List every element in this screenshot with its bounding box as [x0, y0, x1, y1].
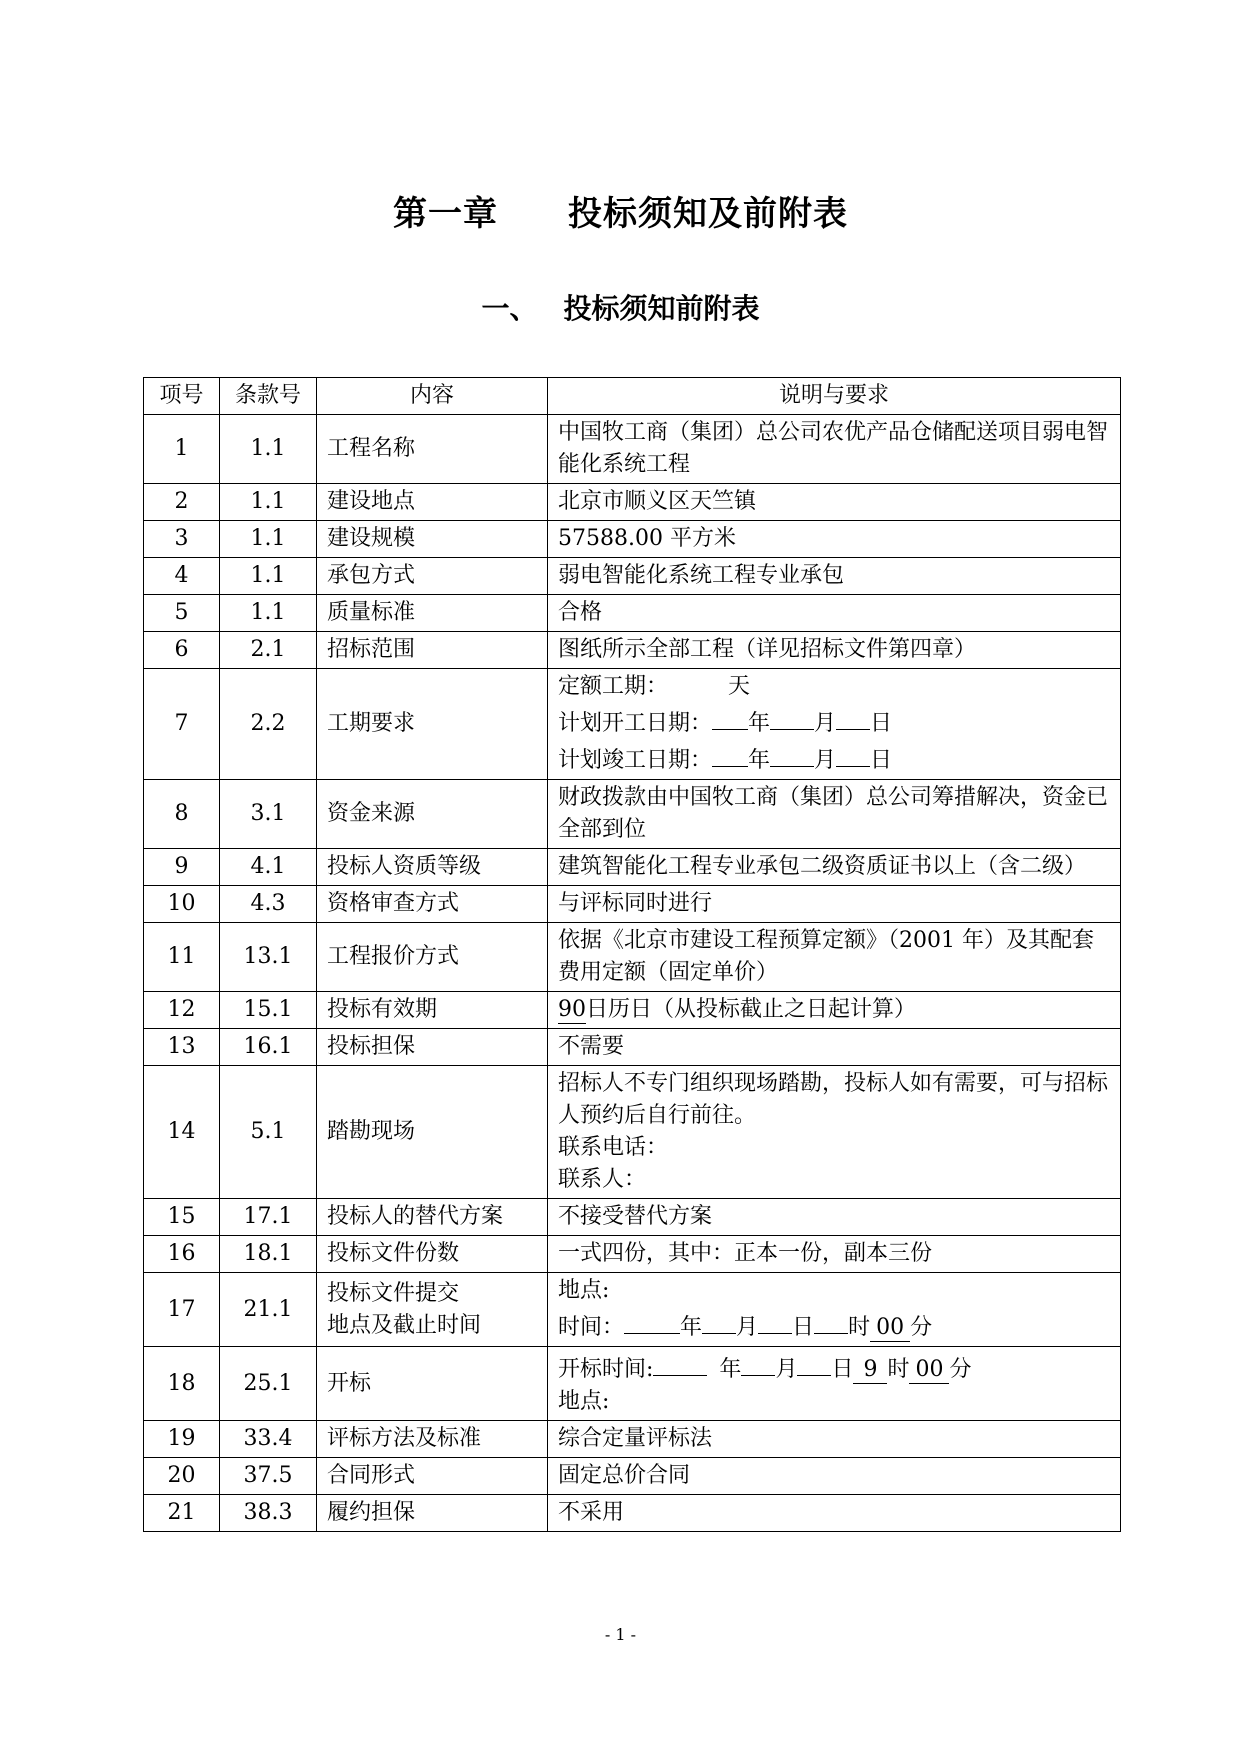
row-number: 13 [144, 1029, 220, 1066]
row-item: 开标 [317, 1347, 548, 1421]
row-clause: 1.1 [220, 558, 317, 595]
table-row [144, 1421, 1121, 1458]
row-number: 3 [144, 521, 220, 558]
row-item: 踏勘现场 [317, 1066, 548, 1199]
row-number: 12 [144, 992, 220, 1029]
row-number: 1 [144, 415, 220, 484]
blank-field [836, 740, 870, 767]
row-clause: 2.2 [220, 669, 317, 780]
table-row [144, 632, 1121, 669]
table-row [144, 1458, 1121, 1495]
row-clause: 38.3 [220, 1495, 317, 1532]
row-number: 6 [144, 632, 220, 669]
row-clause: 4.3 [220, 886, 317, 923]
blank-field [770, 740, 814, 767]
row-description: 弱电智能化系统工程专业承包 [548, 558, 1121, 595]
table-row [144, 923, 1121, 992]
row-clause: 16.1 [220, 1029, 317, 1066]
row-number: 14 [144, 1066, 220, 1199]
row-clause: 37.5 [220, 1458, 317, 1495]
row-clause: 13.1 [220, 923, 317, 992]
row-number: 7 [144, 669, 220, 780]
row-description: 与评标同时进行 [548, 886, 1121, 923]
row-clause: 5.1 [220, 1066, 317, 1199]
row-item: 履约担保 [317, 1495, 548, 1532]
chapter-name: 投标须知及前附表 [568, 194, 848, 234]
row-clause: 25.1 [220, 1347, 317, 1421]
row-number: 10 [144, 886, 220, 923]
table-row [144, 780, 1121, 849]
chapter-number: 第一章 [393, 194, 498, 234]
section-name: 投标须知前附表 [563, 292, 760, 325]
row-description: 57588.00 平方米 [548, 521, 1121, 558]
row-item: 投标文件提交 地点及截止时间 [317, 1273, 548, 1347]
table-row [144, 1495, 1121, 1532]
table-row [144, 669, 1121, 780]
row-clause: 3.1 [220, 780, 317, 849]
row-description: 不采用 [548, 1495, 1121, 1532]
planned-start-line: 计划开工日期： 年 月 日 [558, 703, 1110, 740]
row-clause: 17.1 [220, 1199, 317, 1236]
row-item: 工期要求 [317, 669, 548, 780]
row-number: 19 [144, 1421, 220, 1458]
blank-field [797, 1349, 831, 1376]
row-clause: 4.1 [220, 849, 317, 886]
table-header-row [144, 378, 1121, 415]
row-number: 20 [144, 1458, 220, 1495]
row-description: 不需要 [548, 1029, 1121, 1066]
row-clause: 33.4 [220, 1421, 317, 1458]
header-content: 内容 [317, 378, 548, 415]
row-item: 建设地点 [317, 484, 548, 521]
planned-end-line: 计划竣工日期： 年 月 日 [558, 740, 1110, 777]
requirements-table [143, 377, 1121, 1532]
deadline-time-line: 时间： 年 月 日 时 00 分 [558, 1307, 1110, 1344]
row-item: 评标方法及标准 [317, 1421, 548, 1458]
row-item: 承包方式 [317, 558, 548, 595]
row-item: 投标人资质等级 [317, 849, 548, 886]
row-description: 固定总价合同 [548, 1458, 1121, 1495]
row-description [548, 669, 1121, 780]
row-clause: 1.1 [220, 521, 317, 558]
blank-field [712, 703, 748, 730]
table-row [144, 1199, 1121, 1236]
table-row [144, 415, 1121, 484]
chapter-title [0, 186, 1241, 235]
row-clause: 1.1 [220, 595, 317, 632]
table-row [144, 886, 1121, 923]
table-row [144, 521, 1121, 558]
row-number: 21 [144, 1495, 220, 1532]
deadline-minute-value: 00 [870, 1315, 910, 1342]
blank-field [624, 1307, 680, 1334]
row-number: 18 [144, 1347, 220, 1421]
table-row [144, 1029, 1121, 1066]
header-item-no: 项号 [144, 378, 220, 415]
row-clause: 18.1 [220, 1236, 317, 1273]
row-description: 地点: 时间： 年 月 日 时 00 分 [548, 1273, 1121, 1347]
row-clause: 2.1 [220, 632, 317, 669]
blank-field [702, 1307, 736, 1334]
row-item: 工程报价方式 [317, 923, 548, 992]
blank-field [712, 740, 748, 767]
row-description: 开标时间: 年 月 日 9 时 00 分 地点: [548, 1347, 1121, 1421]
table-row [144, 992, 1121, 1029]
row-item: 招标范围 [317, 632, 548, 669]
row-item: 质量标准 [317, 595, 548, 632]
table-row [144, 1273, 1121, 1347]
blank-field [836, 703, 870, 730]
header-description: 说明与要求 [548, 378, 1121, 415]
blank-field [653, 1349, 707, 1376]
row-description: 招标人不专门组织现场踏勘，投标人如有需要，可与招标人预约后自行前往。 联系电话： 联系人： [548, 1066, 1121, 1199]
page-number: - 1 - [604, 1625, 637, 1644]
validity-days-value: 90 [558, 997, 586, 1022]
row-item: 投标有效期 [317, 992, 548, 1029]
row-number: 11 [144, 923, 220, 992]
row-clause: 1.1 [220, 484, 317, 521]
row-description: 依据《北京市建设工程预算定额》（2001 年）及其配套费用定额（固定单价） [548, 923, 1121, 992]
table-row [144, 1236, 1121, 1273]
row-description: 财政拨款由中国牧工商（集团）总公司筹措解决，资金已全部到位 [548, 780, 1121, 849]
row-clause: 1.1 [220, 415, 317, 484]
blank-field [770, 703, 814, 730]
section-number: 一、 [481, 292, 538, 325]
table-row [144, 1066, 1121, 1199]
row-item: 投标文件份数 [317, 1236, 548, 1273]
row-description: 图纸所示全部工程（详见招标文件第四章） [548, 632, 1121, 669]
table-row [144, 484, 1121, 521]
header-clause-no: 条款号 [220, 378, 317, 415]
blank-field [814, 1307, 848, 1334]
table-row [144, 558, 1121, 595]
row-description: 合格 [548, 595, 1121, 632]
row-number: 9 [144, 849, 220, 886]
blank-field [758, 1307, 792, 1334]
row-number: 8 [144, 780, 220, 849]
row-number: 16 [144, 1236, 220, 1273]
row-description: 中国牧工商（集团）总公司农优产品仓储配送项目弱电智能化系统工程 [548, 415, 1121, 484]
row-clause: 21.1 [220, 1273, 317, 1347]
opening-minute-value: 00 [909, 1357, 949, 1384]
quota-period-line: 定额工期： 天 [558, 674, 751, 699]
row-item: 工程名称 [317, 415, 548, 484]
row-clause: 15.1 [220, 992, 317, 1029]
row-description: 一式四份，其中：正本一份，副本三份 [548, 1236, 1121, 1273]
blank-field [741, 1349, 775, 1376]
row-item: 资金来源 [317, 780, 548, 849]
row-item: 资格审查方式 [317, 886, 548, 923]
table-row [144, 1347, 1121, 1421]
row-item: 投标人的替代方案 [317, 1199, 548, 1236]
row-number: 5 [144, 595, 220, 632]
row-item: 建设规模 [317, 521, 548, 558]
row-item: 合同形式 [317, 1458, 548, 1495]
row-number: 15 [144, 1199, 220, 1236]
row-description: 北京市顺义区天竺镇 [548, 484, 1121, 521]
row-item: 投标担保 [317, 1029, 548, 1066]
row-number: 17 [144, 1273, 220, 1347]
table-row [144, 595, 1121, 632]
row-description: 综合定量评标法 [548, 1421, 1121, 1458]
table-row [144, 849, 1121, 886]
row-number: 4 [144, 558, 220, 595]
opening-hour-value: 9 [853, 1357, 887, 1384]
row-description: 90日历日（从投标截止之日起计算） [548, 992, 1121, 1029]
row-description: 不接受替代方案 [548, 1199, 1121, 1236]
opening-time-line: 开标时间: 年 月 日 9 时 00 分 [558, 1349, 1110, 1386]
section-title [0, 287, 1241, 327]
row-number: 2 [144, 484, 220, 521]
row-description: 建筑智能化工程专业承包二级资质证书以上（含二级） [548, 849, 1121, 886]
